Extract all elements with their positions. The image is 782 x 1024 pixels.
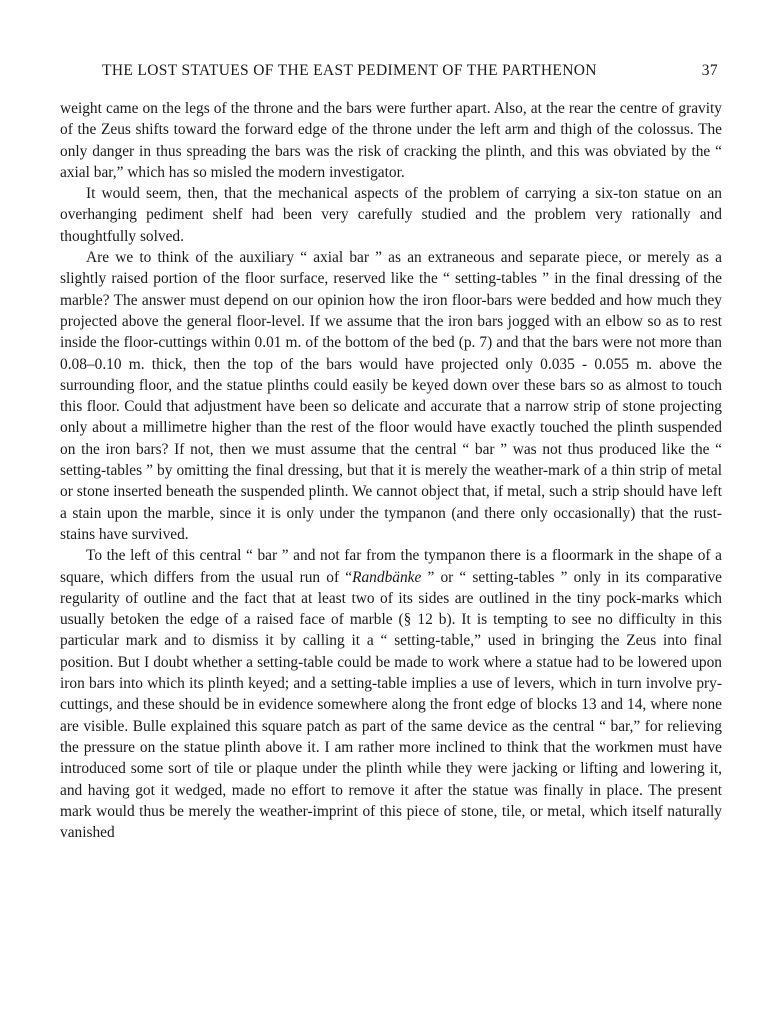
running-head-title: THE LOST STATUES OF THE EAST PEDIMENT OF THE PARTHENON	[102, 62, 597, 79]
page-number: 37	[701, 62, 718, 79]
body-text	[60, 98, 722, 843]
page	[60, 62, 722, 843]
paragraph-4-text-before: To the left of this central “ bar ” and not far from the tympanon there is a floormark in the shape of a square, which differs from the usual run of “	[60, 547, 722, 586]
paragraph-4	[60, 545, 722, 843]
paragraph-2: It would seem, then, that the mechanical aspects of the problem of carrying a six-ton statue on an overhanging pediment shelf had been very carefully studied and the problem very rationally and thoughtfully solved.	[60, 185, 722, 245]
paragraph-4-italic-term: Randbänke	[352, 568, 422, 586]
paragraph-4-text-after: ” or “ setting-tables ” only in its comparative regularity of outline and the fact that at least two of its sides are outlined in the tiny pock-marks which usually betoken the edge of a raised face of marble (§ 12 b). It is tempting to see no difficulty in this particular mark and to dismiss it by calling it a “ setting-table,” used in bringing the Zeus into final position. But I doubt whether a setting-table could be made to work where a statue had to be lowered upon iron bars into which its plinth keyed; and a setting-table implies a use of levers, which in turn involve pry-cuttings, and these should be in evidence somewhere along the front edge of blocks 13 and 14, where none are visible. Bulle explained this square patch as part of the same device as the central “ bar,” for relieving the pressure on the statue plinth above it. I am rather more inclined to think that the workmen must have introduced some sort of tile or plaque under the plinth while they were jacking or lifting and lowering it, and having got it wedged, made no effort to remove it after the statue was finally in place. The present mark would thus be merely the weather-imprint of this piece of stone, tile, or metal, which itself naturally vanished	[60, 568, 722, 842]
paragraph-1: weight came on the legs of the throne and the bars were further apart. Also, at the rear the centre of gravity of the Zeus shifts toward the forward edge of the throne under the left arm and thigh of the colossus. The only danger in thus spreading the bars was the risk of cracking the plinth, and this was obviated by the “ axial bar,” which has so misled the modern investigator.	[60, 100, 722, 181]
paragraph-3: Are we to think of the auxiliary “ axial bar ” as an extraneous and separate piece, or merely as a slightly raised portion of the floor surface, reserved like the “ setting-tables ” in the final dressing of the marble? The answer must depend on our opinion how the iron floor-bars were bedded and how much they projected above the general floor-level. If we assume that the iron bars jogged with an elbow so as to rest inside the floor-cuttings within 0.01 m. of the bottom of the bed (p. 7) and that the bars were not more than 0.08–0.10 m. thick, then the top of the bars would have projected only 0.035 - 0.055 m. above the surrounding floor, and the statue plinths could easily be keyed down over these bars so as almost to touch this floor. Could that adjustment have been so delicate and accurate that a narrow strip of stone projecting only about a millimetre higher than the rest of the floor would have exactly touched the plinth suspended on the iron bars? If not, then we must assume that the central “ bar ” was not thus produced like the “ setting-tables ” by omitting the final dressing, but that it is merely the weather-mark of a thin strip of metal or stone inserted beneath the suspended plinth. We cannot object that, if metal, such a strip should have left a stain upon the marble, since it is only under the tympanon (and there only occasionally) that the rust-stains have survived.	[60, 249, 722, 543]
running-head	[102, 62, 722, 82]
